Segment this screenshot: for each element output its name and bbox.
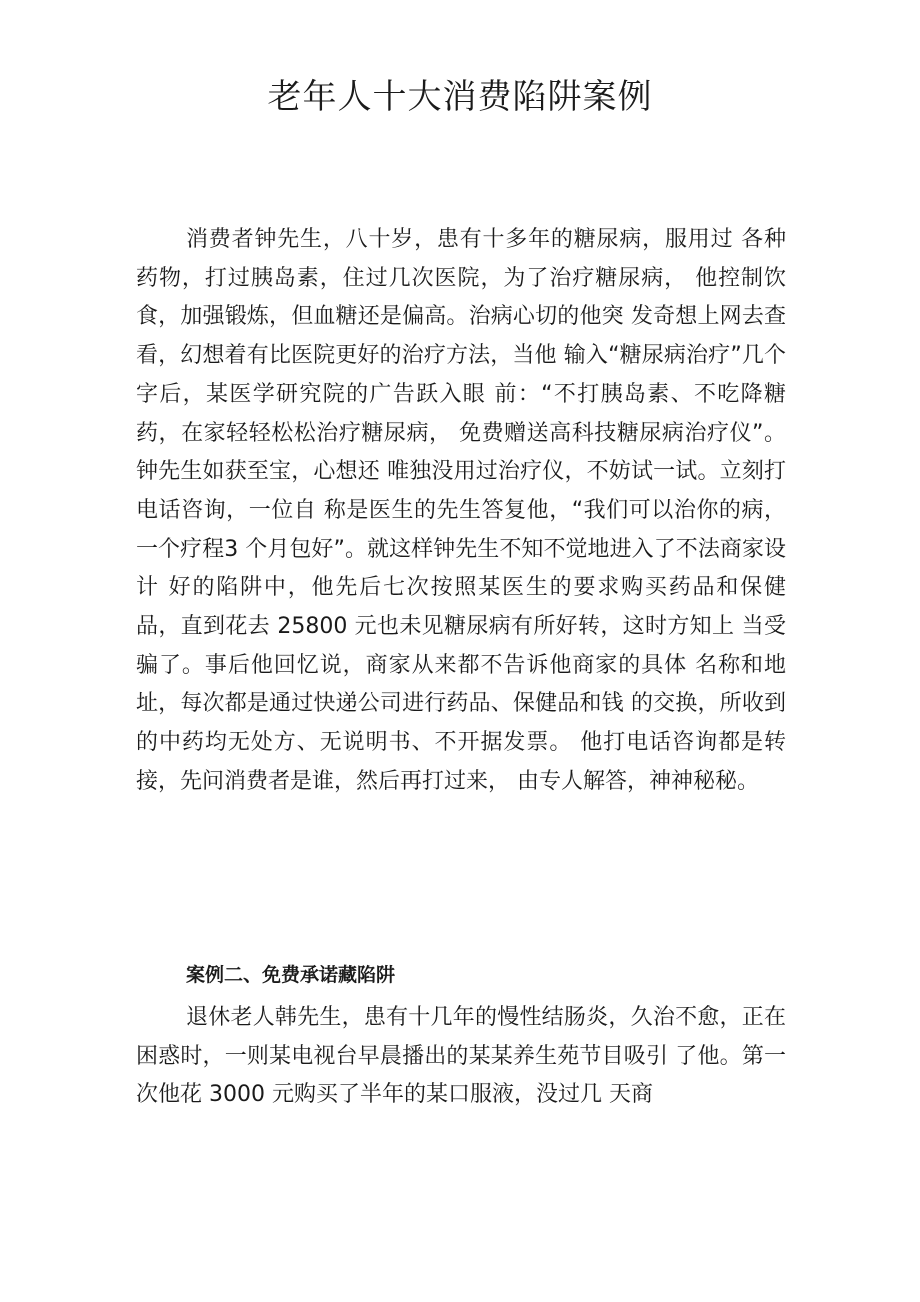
case-two-paragraph: 退休老人韩先生，患有十几年的慢性结肠炎，久治不愈，正在困惑时，一则某电视台早晨播出的某某养生苑节目吸引 了他。第一次他花 3000 元购买了半年的某口服液，没过几 天商 bbox=[136, 1005, 786, 1108]
case-one-paragraph: 消费者钟先生，八十岁，患有十多年的糖尿病，服用过 各种药物，打过胰岛素，住过几次医院，为了治疗糖尿病， 他控制饮食，加强锻炼，但血糖还是偏高。治病心切的他突 发奇想上网去查看，幻想着有比医院更好的治疗方法，当他 输入“糖尿病治疗”几个字后，某医学研究院的广告跃入眼 前：“不打胰岛素、不吃降糖药，在家轻轻松松治疗糖尿病， 免费赠送高科技糖尿病治疗仪”。钟先生如获至宝，心想还 唯独没用过治疗仪，不妨试一试。立刻打电话咨询，一位自 称是医生的先生答复他，“我们可以治你的病，一个疗程3 个月包好”。就这样钟先生不知不觉地进入了不法商家设计 好的陷阱中，他先后七次按照某医生的要求购买药品和保健 品，直到花去 25800 元也未见糖尿病有所好转，这时方知上 当受骗了。事后他回忆说，商家从来都不告诉他商家的具体 名称和地址，每次都是通过快递公司进行药品、保健品和钱 的交换，所收到的中药均无处方、无说明书、不开据发票。 他打电话咨询都是转接，先问消费者是谁，然后再打过来， 由专人解答，神神秘秘。 bbox=[136, 227, 786, 794]
case-two-heading: 案例二、免费承诺藏陷阱 bbox=[186, 964, 396, 986]
document-title: 老年人十大消费陷阱案例 bbox=[267, 77, 653, 117]
